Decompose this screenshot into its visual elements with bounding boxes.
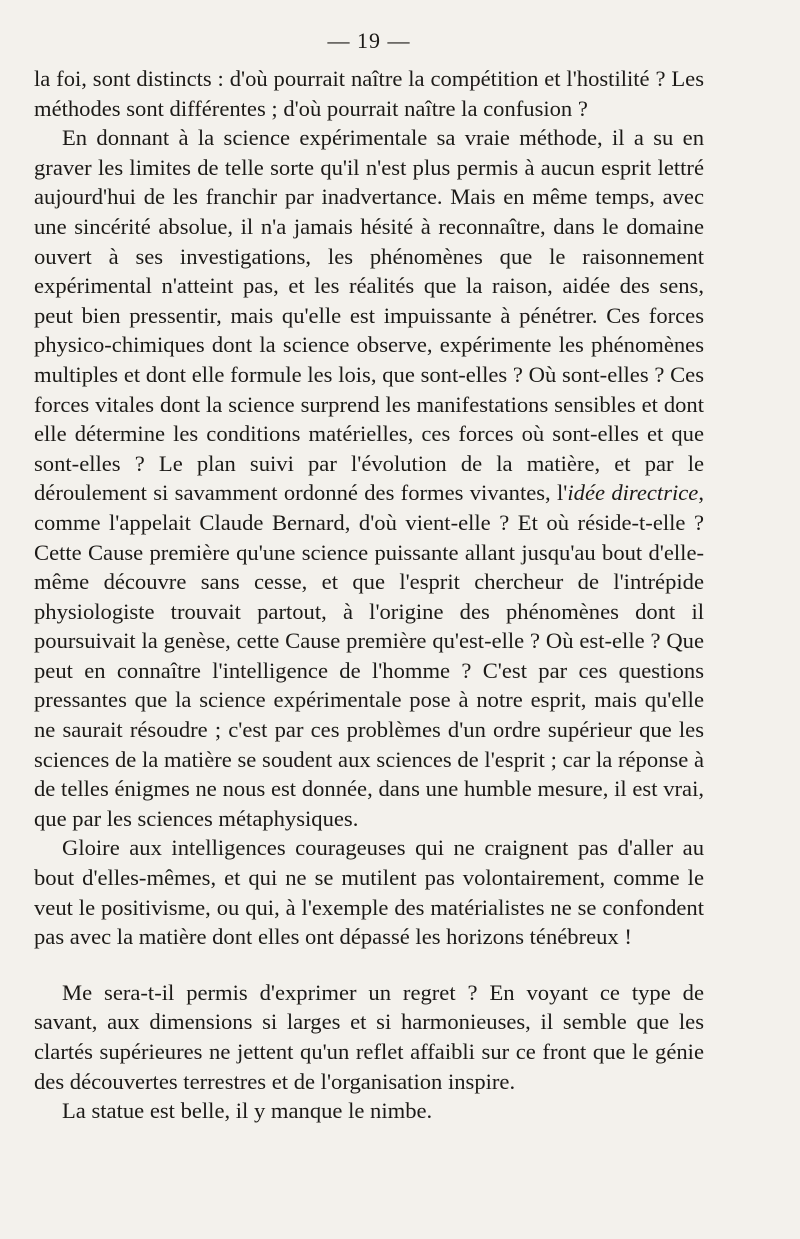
body-text (34, 64, 704, 1126)
paragraph-experimental-science (34, 123, 704, 833)
paragraph-regret (34, 978, 704, 1096)
paragraph-glory (34, 833, 704, 951)
paragraph-text: Gloire aux intelligences courageuses qui ne craignent pas d'aller au bout d'elles-mêmes, et qui ne se mutilent pas volontairement, comme le veut le positivisme, ou qui, à l'exemple des matérialistes ne se confondent pas avec la matière dont elles ont dépassé les horizons ténébreux ! (34, 835, 704, 950)
page-number: — 19 — (327, 28, 411, 53)
italic-phrase: idée directrice (567, 480, 699, 506)
paragraph-text: Me sera-t-il permis d'exprimer un regret ? En voyant ce type de savant, aux dimensions si larges et si harmonieuses, il semble que les clartés supérieures ne jettent qu'un reflet affaibli sur ce front que le génie des découvertes terrestres et de l'organisation inspire. (34, 979, 704, 1094)
paragraph-text: la foi, sont distincts : d'où pourrait naître la compétition et l'hostilité ? Les méthodes sont différentes ; d'où pourrait naître la confusion ? (34, 66, 704, 121)
paragraph-text: En donnant à la science expérimentale sa vraie méthode, il a su en graver les limites de telle sorte qu'il n'est plus permis à aucun esprit lettré aujourd'hui de les franchir par inadvertance. Mais en même temps, avec une sincérité absolue, il n'a jamais hésité à reconnaître, dans le domaine ouvert à ses investigations, les phénomènes que le raisonnement expérimental n'atteint pas, et les réalités que la raison, aidée des sens, peut bien pressentir, mais qu'elle est impuissante à pénétrer. Ces forces physico-chimiques dont la science observe, expérimente les phénomènes multiples et dont elle formule les lois, que sont-elles ? Où sont-elles ? Ces forces vitales dont la science surprend les manifestations sensibles et dont elle détermine les conditions matérielles, ces forces où sont-elles et que sont-elles ? Le plan suivi par l'évolution de la matière, et par le déroulement si savamment ordonné des formes vivantes, l' (34, 125, 704, 506)
paragraph-text-continued: , comme l'appelait Claude Bernard, d'où vient-elle ? Et où réside-t-elle ? Cette Cause première qu'une science puissante allant jusqu'au bout d'elle-même découvre sans cesse, et que l'esprit chercheur de l'intrépide physiologiste trouvait partout, à l'origine des phénomènes dont il poursuivait la genèse, cette Cause première qu'est-elle ? Où est-elle ? Que peut en connaître l'intelligence de l'homme ? C'est par ces questions pressantes que la science expérimentale pose à notre esprit, mais qu'elle ne saurait résoudre ; c'est par ces problèmes d'un ordre supérieur que les sciences de la matière se soudent aux sciences de l'esprit ; car la réponse à de telles énigmes ne nous est donnée, dans une humble mesure, il est vrai, que par les sciences métaphysiques. (34, 480, 704, 831)
paragraph-text: La statue est belle, il y manque le nimbe. (62, 1098, 433, 1124)
paragraph-statue (34, 1096, 704, 1126)
paragraph-continuation (34, 64, 704, 123)
